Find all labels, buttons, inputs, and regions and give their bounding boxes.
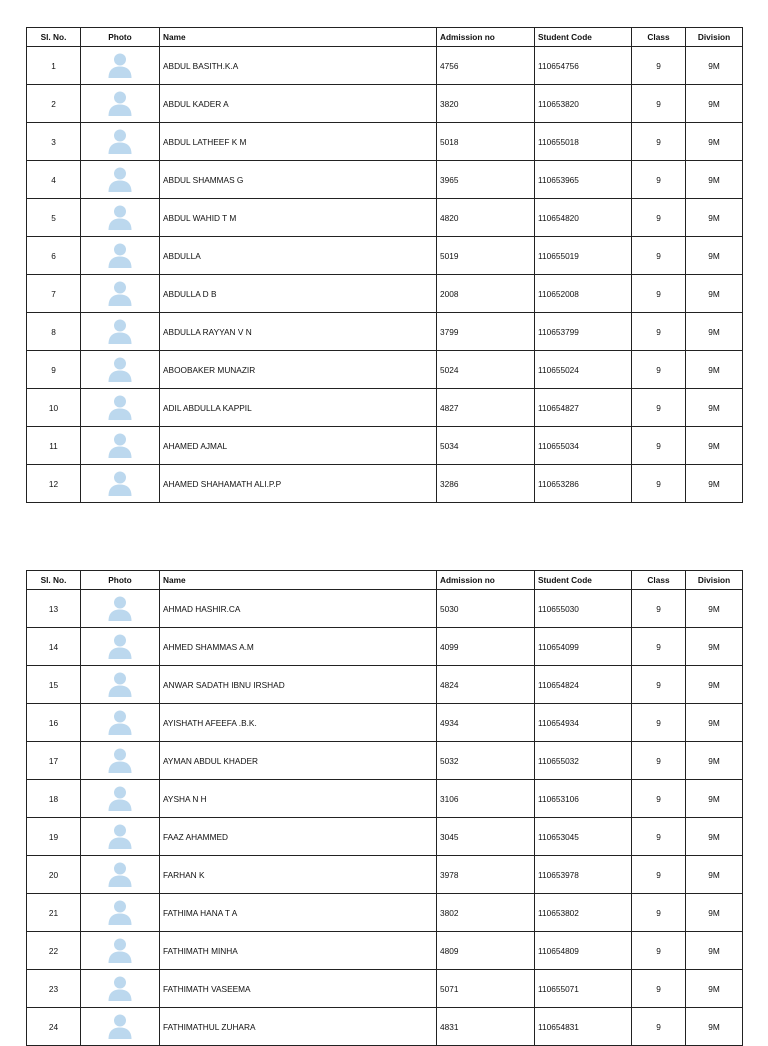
- student-code-cell: 110654934: [535, 704, 632, 742]
- admission-no-cell: 4809: [437, 932, 535, 970]
- photo-cell: [81, 123, 160, 161]
- photo-cell: [81, 780, 160, 818]
- user-avatar-placeholder-icon: [108, 671, 132, 699]
- name-cell: ANWAR SADATH IBNU IRSHAD: [160, 666, 437, 704]
- sl-no-cell: 20: [27, 856, 81, 894]
- admission-no-cell: 3286: [437, 465, 535, 503]
- name-cell: ABDUL SHAMMAS G: [160, 161, 437, 199]
- student-code-cell: 110653106: [535, 780, 632, 818]
- photo-header: Photo: [81, 571, 160, 590]
- user-avatar-placeholder-icon: [108, 633, 132, 661]
- user-avatar-placeholder-icon: [108, 242, 132, 270]
- student-table-2: [26, 570, 743, 1046]
- student-code-cell: 110654820: [535, 199, 632, 237]
- name-cell: ADIL ABDULLA KAPPIL: [160, 389, 437, 427]
- admission-no-cell: 5019: [437, 237, 535, 275]
- class-cell: 9: [632, 465, 686, 503]
- name-header: Name: [160, 28, 437, 47]
- table-row: [27, 1008, 743, 1046]
- class-header: Class: [632, 28, 686, 47]
- photo-cell: [81, 894, 160, 932]
- class-cell: 9: [632, 237, 686, 275]
- name-cell: ABDULLA D B: [160, 275, 437, 313]
- name-cell: ABDUL WAHID T M: [160, 199, 437, 237]
- name-cell: FATHIMATH MINHA: [160, 932, 437, 970]
- photo-cell: [81, 818, 160, 856]
- class-cell: 9: [632, 818, 686, 856]
- user-avatar-placeholder-icon: [108, 394, 132, 422]
- photo-cell: [81, 351, 160, 389]
- photo-cell: [81, 628, 160, 666]
- table-row: [27, 970, 743, 1008]
- admission-no-cell: 4824: [437, 666, 535, 704]
- student-code-cell: 110653045: [535, 818, 632, 856]
- name-cell: FATHIMA HANA T A: [160, 894, 437, 932]
- sl-no-cell: 2: [27, 85, 81, 123]
- sl-no-cell: 14: [27, 628, 81, 666]
- table-row: [27, 704, 743, 742]
- admission-no-cell: 5032: [437, 742, 535, 780]
- sl-no-cell: 11: [27, 427, 81, 465]
- name-cell: ABDUL BASITH.K.A: [160, 47, 437, 85]
- student-code-cell: 110653799: [535, 313, 632, 351]
- division-cell: 9M: [686, 932, 743, 970]
- class-cell: 9: [632, 932, 686, 970]
- table-row: [27, 161, 743, 199]
- division-header: Division: [686, 28, 743, 47]
- class-cell: 9: [632, 313, 686, 351]
- table-row: [27, 123, 743, 161]
- class-cell: 9: [632, 161, 686, 199]
- photo-cell: [81, 590, 160, 628]
- photo-cell: [81, 161, 160, 199]
- table-row: [27, 742, 743, 780]
- class-cell: 9: [632, 856, 686, 894]
- user-avatar-placeholder-icon: [108, 470, 132, 498]
- student-code-cell: 110655030: [535, 590, 632, 628]
- admission-no-cell: 4099: [437, 628, 535, 666]
- table-header-row: [27, 571, 743, 590]
- name-cell: AYISHATH AFEEFA .B.K.: [160, 704, 437, 742]
- user-avatar-placeholder-icon: [108, 975, 132, 1003]
- class-cell: 9: [632, 47, 686, 85]
- sl-no-header: Sl. No.: [27, 571, 81, 590]
- admission-no-cell: 3965: [437, 161, 535, 199]
- admission-no-cell: 4831: [437, 1008, 535, 1046]
- student-code-cell: 110653286: [535, 465, 632, 503]
- sl-no-header: Sl. No.: [27, 28, 81, 47]
- photo-cell: [81, 465, 160, 503]
- class-cell: 9: [632, 704, 686, 742]
- class-header: Class: [632, 571, 686, 590]
- division-cell: 9M: [686, 590, 743, 628]
- table-row: [27, 465, 743, 503]
- user-avatar-placeholder-icon: [108, 785, 132, 813]
- photo-cell: [81, 389, 160, 427]
- table-row: [27, 389, 743, 427]
- division-cell: 9M: [686, 47, 743, 85]
- class-cell: 9: [632, 666, 686, 704]
- admission-no-cell: 3802: [437, 894, 535, 932]
- admission-no-cell: 5024: [437, 351, 535, 389]
- name-cell: ABDUL LATHEEF K M: [160, 123, 437, 161]
- user-avatar-placeholder-icon: [108, 280, 132, 308]
- student-table-1: [26, 27, 743, 503]
- class-cell: 9: [632, 275, 686, 313]
- name-cell: ABDULLA RAYYAN V N: [160, 313, 437, 351]
- admission-no-cell: 3045: [437, 818, 535, 856]
- class-cell: 9: [632, 780, 686, 818]
- student-code-cell: 110655018: [535, 123, 632, 161]
- student-code-cell: 110654756: [535, 47, 632, 85]
- admission-no-cell: 3106: [437, 780, 535, 818]
- sl-no-cell: 19: [27, 818, 81, 856]
- student-code-cell: 110654824: [535, 666, 632, 704]
- name-cell: FATHIMATHUL ZUHARA: [160, 1008, 437, 1046]
- photo-cell: [81, 666, 160, 704]
- sl-no-cell: 10: [27, 389, 81, 427]
- name-cell: ABDULLA: [160, 237, 437, 275]
- class-cell: 9: [632, 894, 686, 932]
- user-avatar-placeholder-icon: [108, 595, 132, 623]
- admission-no-cell: 5018: [437, 123, 535, 161]
- student-code-cell: 110655071: [535, 970, 632, 1008]
- admission-no-cell: 3820: [437, 85, 535, 123]
- table-row: [27, 313, 743, 351]
- name-cell: FAAZ AHAMMED: [160, 818, 437, 856]
- class-cell: 9: [632, 628, 686, 666]
- student-code-cell: 110655019: [535, 237, 632, 275]
- admission-no-header: Admission no: [437, 571, 535, 590]
- name-cell: AHMED SHAMMAS A.M: [160, 628, 437, 666]
- student-code-cell: 110655024: [535, 351, 632, 389]
- table-row: [27, 47, 743, 85]
- division-cell: 9M: [686, 628, 743, 666]
- admission-no-cell: 5030: [437, 590, 535, 628]
- sl-no-cell: 4: [27, 161, 81, 199]
- class-cell: 9: [632, 389, 686, 427]
- photo-cell: [81, 932, 160, 970]
- user-avatar-placeholder-icon: [108, 90, 132, 118]
- name-cell: FARHAN K: [160, 856, 437, 894]
- division-cell: 9M: [686, 818, 743, 856]
- division-cell: 9M: [686, 161, 743, 199]
- photo-cell: [81, 742, 160, 780]
- table-row: [27, 894, 743, 932]
- admission-no-cell: 4934: [437, 704, 535, 742]
- admission-no-cell: 2008: [437, 275, 535, 313]
- sl-no-cell: 16: [27, 704, 81, 742]
- name-cell: AYMAN ABDUL KHADER: [160, 742, 437, 780]
- division-cell: 9M: [686, 742, 743, 780]
- class-cell: 9: [632, 427, 686, 465]
- division-cell: 9M: [686, 780, 743, 818]
- photo-cell: [81, 199, 160, 237]
- admission-no-cell: 3799: [437, 313, 535, 351]
- division-cell: 9M: [686, 123, 743, 161]
- user-avatar-placeholder-icon: [108, 318, 132, 346]
- user-avatar-placeholder-icon: [108, 128, 132, 156]
- division-header: Division: [686, 571, 743, 590]
- sl-no-cell: 12: [27, 465, 81, 503]
- student-code-cell: 110653802: [535, 894, 632, 932]
- table-header-row: [27, 28, 743, 47]
- division-cell: 9M: [686, 970, 743, 1008]
- photo-cell: [81, 427, 160, 465]
- name-header: Name: [160, 571, 437, 590]
- photo-cell: [81, 856, 160, 894]
- user-avatar-placeholder-icon: [108, 52, 132, 80]
- sl-no-cell: 1: [27, 47, 81, 85]
- user-avatar-placeholder-icon: [108, 823, 132, 851]
- table-row: [27, 780, 743, 818]
- name-cell: AYSHA N H: [160, 780, 437, 818]
- division-cell: 9M: [686, 389, 743, 427]
- name-cell: AHAMED SHAHAMATH ALI.P.P: [160, 465, 437, 503]
- table-row: [27, 275, 743, 313]
- table-row: [27, 666, 743, 704]
- division-cell: 9M: [686, 465, 743, 503]
- sl-no-cell: 24: [27, 1008, 81, 1046]
- table-row: [27, 932, 743, 970]
- user-avatar-placeholder-icon: [108, 1013, 132, 1041]
- division-cell: 9M: [686, 427, 743, 465]
- photo-header: Photo: [81, 28, 160, 47]
- user-avatar-placeholder-icon: [108, 432, 132, 460]
- class-cell: 9: [632, 742, 686, 780]
- photo-cell: [81, 85, 160, 123]
- student-code-cell: 110655034: [535, 427, 632, 465]
- sl-no-cell: 7: [27, 275, 81, 313]
- division-cell: 9M: [686, 856, 743, 894]
- student-code-cell: 110653978: [535, 856, 632, 894]
- student-code-cell: 110653820: [535, 85, 632, 123]
- admission-no-header: Admission no: [437, 28, 535, 47]
- name-cell: ABDUL KADER A: [160, 85, 437, 123]
- student-code-cell: 110653965: [535, 161, 632, 199]
- division-cell: 9M: [686, 237, 743, 275]
- sl-no-cell: 22: [27, 932, 81, 970]
- class-cell: 9: [632, 590, 686, 628]
- table-row: [27, 818, 743, 856]
- admission-no-cell: 4756: [437, 47, 535, 85]
- user-avatar-placeholder-icon: [108, 937, 132, 965]
- table-row: [27, 351, 743, 389]
- user-avatar-placeholder-icon: [108, 204, 132, 232]
- division-cell: 9M: [686, 666, 743, 704]
- name-cell: AHMAD HASHIR.CA: [160, 590, 437, 628]
- name-cell: AHAMED AJMAL: [160, 427, 437, 465]
- table-row: [27, 237, 743, 275]
- class-cell: 9: [632, 970, 686, 1008]
- sl-no-cell: 13: [27, 590, 81, 628]
- admission-no-cell: 4820: [437, 199, 535, 237]
- admission-no-cell: 4827: [437, 389, 535, 427]
- admission-no-cell: 5071: [437, 970, 535, 1008]
- photo-cell: [81, 970, 160, 1008]
- sl-no-cell: 3: [27, 123, 81, 161]
- division-cell: 9M: [686, 85, 743, 123]
- sl-no-cell: 23: [27, 970, 81, 1008]
- student-code-cell: 110654827: [535, 389, 632, 427]
- table-row: [27, 85, 743, 123]
- student-code-header: Student Code: [535, 571, 632, 590]
- division-cell: 9M: [686, 894, 743, 932]
- table-row: [27, 427, 743, 465]
- table-row: [27, 199, 743, 237]
- user-avatar-placeholder-icon: [108, 166, 132, 194]
- photo-cell: [81, 313, 160, 351]
- division-cell: 9M: [686, 199, 743, 237]
- division-cell: 9M: [686, 351, 743, 389]
- student-code-cell: 110655032: [535, 742, 632, 780]
- table-row: [27, 856, 743, 894]
- division-cell: 9M: [686, 275, 743, 313]
- table-row: [27, 590, 743, 628]
- sl-no-cell: 8: [27, 313, 81, 351]
- photo-cell: [81, 704, 160, 742]
- student-code-cell: 110654809: [535, 932, 632, 970]
- division-cell: 9M: [686, 313, 743, 351]
- sl-no-cell: 21: [27, 894, 81, 932]
- photo-cell: [81, 237, 160, 275]
- division-cell: 9M: [686, 704, 743, 742]
- admission-no-cell: 3978: [437, 856, 535, 894]
- class-cell: 9: [632, 123, 686, 161]
- user-avatar-placeholder-icon: [108, 709, 132, 737]
- student-code-header: Student Code: [535, 28, 632, 47]
- photo-cell: [81, 275, 160, 313]
- sl-no-cell: 6: [27, 237, 81, 275]
- user-avatar-placeholder-icon: [108, 899, 132, 927]
- name-cell: ABOOBAKER MUNAZIR: [160, 351, 437, 389]
- student-code-cell: 110652008: [535, 275, 632, 313]
- user-avatar-placeholder-icon: [108, 747, 132, 775]
- sl-no-cell: 15: [27, 666, 81, 704]
- sl-no-cell: 5: [27, 199, 81, 237]
- admission-no-cell: 5034: [437, 427, 535, 465]
- photo-cell: [81, 47, 160, 85]
- division-cell: 9M: [686, 1008, 743, 1046]
- name-cell: FATHIMATH VASEEMA: [160, 970, 437, 1008]
- sl-no-cell: 18: [27, 780, 81, 818]
- sl-no-cell: 17: [27, 742, 81, 780]
- class-cell: 9: [632, 1008, 686, 1046]
- user-avatar-placeholder-icon: [108, 861, 132, 889]
- table-row: [27, 628, 743, 666]
- user-avatar-placeholder-icon: [108, 356, 132, 384]
- student-code-cell: 110654831: [535, 1008, 632, 1046]
- class-cell: 9: [632, 351, 686, 389]
- class-cell: 9: [632, 199, 686, 237]
- class-cell: 9: [632, 85, 686, 123]
- photo-cell: [81, 1008, 160, 1046]
- sl-no-cell: 9: [27, 351, 81, 389]
- student-code-cell: 110654099: [535, 628, 632, 666]
